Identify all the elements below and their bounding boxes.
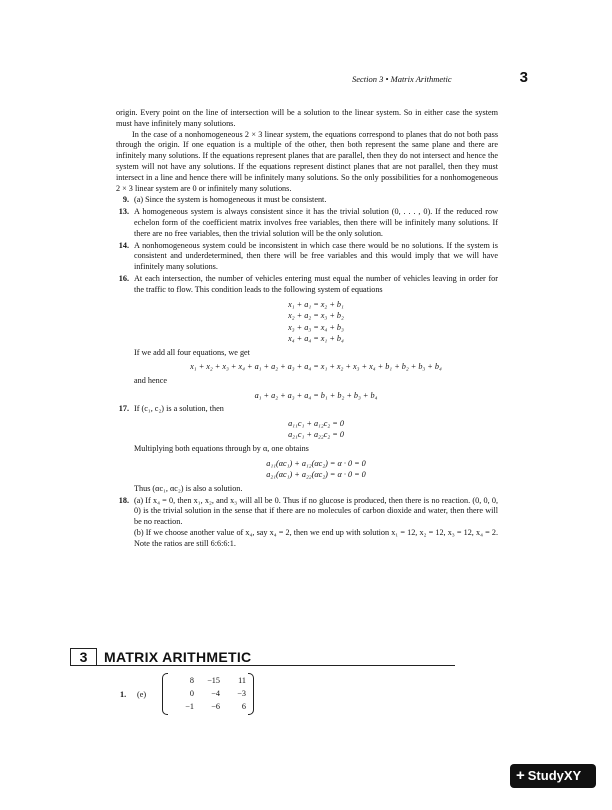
matrix-cell: −4 [211, 689, 220, 698]
answer-13-label: 13. [118, 207, 129, 217]
answer-18-text-a: (a) If x₄ = 0, then x₁, x₂, and x₃ will all be 0. Thus if no glucose is produced, then there is no reaction. (0, 0, 0, 0) is the trivial solution in the sense that if there are no molecules of carbon dioxide and water, then there will be no reaction. [134, 495, 498, 527]
answer-9-label: 9. [122, 195, 129, 205]
answer-17-text-3: Thus (αc₁, αc₂) is also a solution. [134, 483, 243, 493]
studyxy-logo[interactable] [510, 764, 596, 788]
equation: x₂ + a₂ = x₃ + b₂ [288, 311, 344, 321]
equation: x₁ + a₁ = x₂ + b₁ [288, 299, 344, 309]
running-header [352, 69, 528, 88]
section-title: MATRIX ARITHMETIC [104, 649, 252, 665]
matrix-cell: 11 [238, 676, 246, 685]
answer-18-label: 18. [118, 495, 129, 505]
answer-16-text: At each intersection, the number of vehicles entering must equal the number of vehicles leaving in order for the traffic to flow. This condition leads to the following system of equations [134, 273, 498, 294]
answer-18 [116, 496, 498, 550]
matrix-left-bracket [162, 673, 168, 715]
matrix-cell: 0 [189, 689, 194, 698]
equation: a₂₁c₁ + a₂₂c₂ = 0 [288, 430, 344, 440]
logo-text: StudyXY [527, 768, 582, 783]
answer-14-label: 14. [118, 240, 129, 250]
answer-9-text: (a) Since the system is homogeneous it must be consistent. [134, 195, 327, 205]
sum-equation: x₁ + x₂ + x₃ + x₄ + a₁ + a₂ + a₃ + a₄ = x₁ + x₂ + x₃ + x₄ + b₁ + b₂ + b₃ + b₄ [190, 362, 442, 372]
answer-16-label: 16. [118, 273, 129, 283]
matrix-row [170, 687, 248, 700]
scaled-equations [134, 458, 498, 481]
answer-13 [116, 207, 498, 239]
matrix-cell: −3 [237, 689, 246, 698]
solution-equations [134, 418, 498, 441]
section-number: 3 [70, 648, 97, 666]
answer-16-text-2: If we add all four equations, we get [134, 347, 250, 357]
equation: x₃ + a₃ = x₄ + b₃ [288, 322, 344, 332]
answer-14 [116, 241, 498, 273]
matrix-right-bracket [248, 673, 254, 715]
answer-9 [116, 195, 498, 206]
equation: x₄ + a₄ = x₁ + b₄ [288, 334, 344, 344]
plus-icon: + [516, 767, 525, 784]
matrix-cell: −6 [211, 702, 220, 711]
answer-13-text: A homogeneous system is always consistent since it has the trivial solution (0, . . . , 0). If the reduced row echelon form of the coefficient matrix involves free variables, then there will be infinitely many solutions. If there are no free variables, then the trivial solution will be the only solution. [134, 207, 498, 238]
intro-paragraph-2: In the case of a nonhomogeneous 2 × 3 linear system, the equations correspond to planes that do not both pass through the origin. If one equation is a multiple of the other, then both represent the same plane and there are infinitely many solutions. If the equations represent planes that are parallel, then they do not intersect and hence the system will not have any solutions. If the equations represent distinct planes that are not parallel, then they must intersect in a line and hence there will be infinitely many solutions. So the only possibilities for a nonhomogeneous 2 × 3 linear system are 0 or infinitely many solutions. [116, 129, 498, 193]
exercise-1-label: 1. [120, 690, 127, 699]
matrix-cell: −15 [207, 676, 220, 685]
matrix-cell: −1 [185, 702, 194, 711]
answer-18-text-b: (b) If we choose another value of x₄, say x₄ = 2, then we end up with solution x₁ = 12, x₂ = 12, x₃ = 12, x₄ = 2. Note the ratios are still 6:6:6:1. [134, 527, 498, 548]
traffic-equations [134, 299, 498, 345]
matrix [162, 673, 254, 715]
equation: a₁₁(αc₁) + a₁₂(αc₂) = α · 0 = 0 [266, 458, 366, 468]
answer-16-text-3: and hence [134, 375, 167, 385]
main-text [116, 108, 498, 550]
answer-17-label: 17. [118, 404, 129, 414]
matrix-entries [170, 674, 248, 713]
exercise-1-part: (e) [137, 690, 147, 699]
answer-14-text: A nonhomogeneous system could be inconsistent in which case there would be no solutions. If the system is consistent and underdetermined, then there will be free variables and this would imply that we will have infinitely many solutions. [134, 240, 498, 272]
answer-17-text: If (c₁, c₂) is a solution, then [134, 404, 224, 414]
equation: a₁₁c₁ + a₁₂c₂ = 0 [288, 418, 344, 428]
equation: a₂₁(αc₁) + a₂₂(αc₂) = α · 0 = 0 [266, 470, 366, 480]
section-label: Section 3 • Matrix Arithmetic [352, 74, 452, 84]
answer-17-text-2: Multiplying both equations through by α, one obtains [134, 443, 309, 453]
matrix-cell: 6 [241, 702, 246, 711]
answer-16 [116, 274, 498, 401]
matrix-cell: 8 [189, 676, 194, 685]
page-number: 3 [519, 69, 528, 86]
answer-17 [116, 404, 498, 494]
intro-paragraph-1: origin. Every point on the line of intersection will be a solution to the linear system. So in either case the system must have infinitely many solutions. [116, 108, 498, 128]
final-equation: a₁ + a₂ + a₃ + a₄ = b₁ + b₂ + b₃ + b₄ [254, 390, 378, 400]
section-heading [70, 648, 455, 666]
matrix-row [170, 700, 248, 713]
matrix-row [170, 674, 248, 687]
